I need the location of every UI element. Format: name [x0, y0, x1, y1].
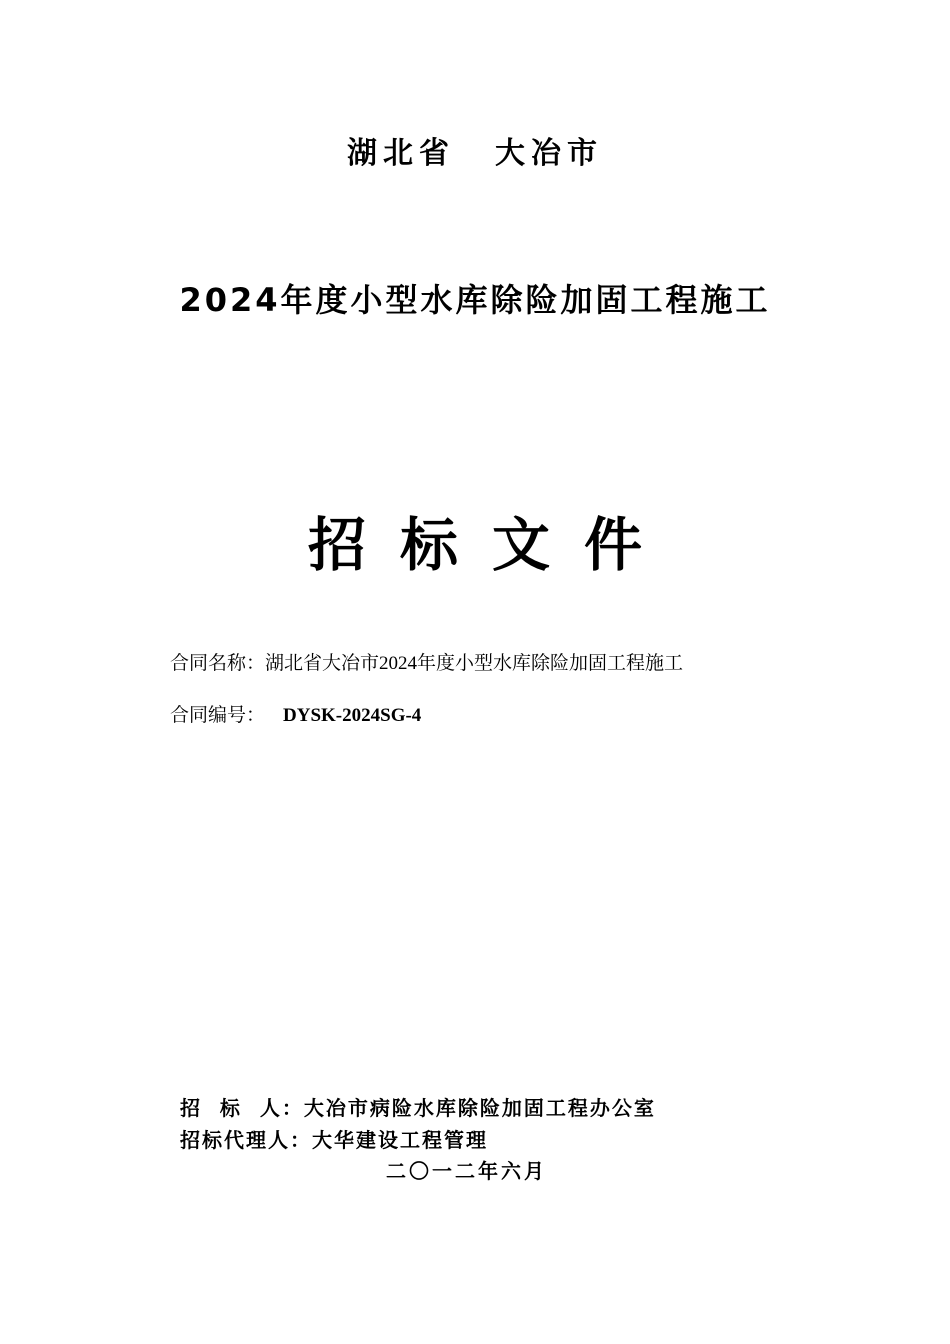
contract-number-line	[170, 700, 421, 727]
city-name: 大冶市	[495, 136, 603, 171]
contract-number-value: DYSK-2024SG-4	[283, 705, 422, 726]
tenderer-line	[180, 1092, 656, 1121]
contract-name-label: 合同名称：	[170, 652, 266, 674]
region-heading	[0, 128, 950, 172]
agent-label: 招标代理人：	[180, 1128, 312, 1152]
contract-number-label: 合同编号：	[170, 704, 266, 726]
contract-name-value: 湖北省大冶市2024年度小型水库除险加固工程施工	[265, 653, 684, 674]
document-title: 招标文件	[307, 511, 676, 579]
agent-line	[180, 1124, 488, 1153]
contract-name-line	[170, 648, 683, 675]
province-name: 湖北省	[347, 136, 455, 171]
agent-value: 大华建设工程管理	[312, 1128, 488, 1152]
issue-date: 二〇一二年六月	[386, 1159, 547, 1183]
tenderer-value: 大冶市病险水库除险加固工程办公室	[303, 1096, 656, 1120]
project-title: 2024年度小型水库除险加固工程施工	[179, 281, 771, 319]
tenderer-label: 招 标 人：	[180, 1096, 304, 1120]
